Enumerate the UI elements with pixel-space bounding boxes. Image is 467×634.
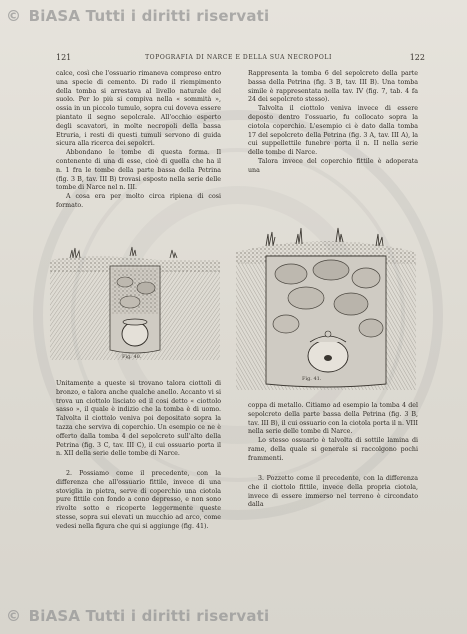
watermark-text: BiASA Tutti i diritti riservati xyxy=(28,7,270,25)
running-title: TOPOGRAFIA DI NARCE E DELLA SUA NECROPOLI xyxy=(145,54,332,61)
figure-tomb-section-left xyxy=(50,242,220,364)
figure-caption: Fig. 40. xyxy=(122,354,142,360)
paragraph: Abbondano le tombe di questa forma. Il contenente di una di esse, cioè di quella che ha il n. 1 fra le tombe della parte bassa della Petrina (fig. 3 B, tav. III B) trovasi esposto nella serie delle tombe di Narce nel n. III. xyxy=(56,149,221,192)
tomb-illustration-icon xyxy=(236,224,416,394)
right-column-top xyxy=(248,70,418,176)
figure-caption: Fig. 41. xyxy=(302,376,322,382)
paragraph: 2. Possiamo come il precedente, con la differenza che all'ossuario fittile, invece di una stoviglia in pietra, serve di coperchio una ciotola pure fittile con fondo a cono depresso, e non sono rivolte sotto e ricoperte leggermente queste stesse, sopra sui elevati un mucchio ad arco, come vedesi nella figura che qui si aggiunge (fig. 41). xyxy=(56,470,221,530)
watermark-top xyxy=(6,7,269,25)
paragraph: coppa di metallo. Citiamo ad esempio la tomba 4 del sepolcreto della parte bassa della Petrina (fig. 3 B, tav. III B), il cui ossuario con la ciotola porta il n. VIII nella serie delle tombe di Narce. xyxy=(248,402,418,436)
right-page-number: 122 xyxy=(409,53,425,62)
paragraph: Unitamente a queste si trovano talora ciottoli di bronzo, e talora anche qualche anello. Accanto vi si trova un ciottolo lisciato ed il cosi detto « ciottolo sasso », il quale è indizio che la tomba è di uomo. Talvolta il ciottolo veniva poi depositato sopra la tazza che serviva di coperchio. Un esempio ce ne è offerto dalla tomba 4 del sepolcreto sull'alto della Petrina (fig. 3 C, tav. III C), il cui ossuario porta il n. XII della serie delle tombe di Narce. xyxy=(56,380,221,458)
left-page-number: 121 xyxy=(56,53,72,62)
left-column-bottom xyxy=(56,470,221,532)
watermark-text: BiASA Tutti i diritti riservati xyxy=(28,607,270,625)
paragraph: Talora invece del coperchio fittile è adoperata una xyxy=(248,157,418,174)
copyright-icon: © xyxy=(6,7,22,25)
watermark-bottom xyxy=(6,607,269,625)
running-header xyxy=(52,53,425,65)
paragraph: Talvolta il ciottolo veniva invece di essere deposto dentro l'ossuario, fu collocato sopra la ciotola coperchio. L'esempio ci è dato dalla tomba 17 del sepolcreto della Petrina (fig. 3 A, tav. III A), la cui suppellettile funebre porta il n. II nella serie delle tombe di Narce. xyxy=(248,105,418,157)
left-column-top xyxy=(56,70,221,211)
paragraph: 3. Pozzetto come il precedente, con la differenza che il ciottolo fittile, invece della propria ciotola, invece di essere immerso nel terreno è circondato dalla xyxy=(248,475,418,509)
left-column-middle xyxy=(56,380,221,459)
paragraph: Lo stesso ossuario è talvolta di sottile lamina di rame, della quale si generale si raccolgono pochi frammenti. xyxy=(248,437,418,462)
paragraph: calce, così che l'ossuario rimaneva compreso entro una specie di cemento. Di rado il riempimento della tomba si arrestava al livello naturale del suolo. Per lo più si compiva nella « sommità », ossia in un piccolo tumulo, sopra cui doveva essere piantato il segno sepolcrale. All'occhio esperto degli scavatori, in molte necropoli della bassa Etruria, i resti di questi tumuli servono di guida sicura alla ricerca dei sepolcri. xyxy=(56,70,221,148)
paragraph: Rappresenta la tomba 6 del sepolcreto della parte bassa della Petrina (fig. 3 B, tav. III B). Una tomba simile è rappresentata nella tav. IV (fig. 7, tab. 4 fa 24 dei sepolcreto stesso). xyxy=(248,70,418,104)
paragraph: A cosa era per molto circa ripiena di cosi formato. xyxy=(56,193,221,209)
right-column-bottom xyxy=(248,475,418,510)
copyright-icon: © xyxy=(6,607,22,625)
figure-tomb-section-right xyxy=(236,224,416,394)
right-column-middle xyxy=(248,402,418,464)
tomb-illustration-icon xyxy=(50,242,220,364)
